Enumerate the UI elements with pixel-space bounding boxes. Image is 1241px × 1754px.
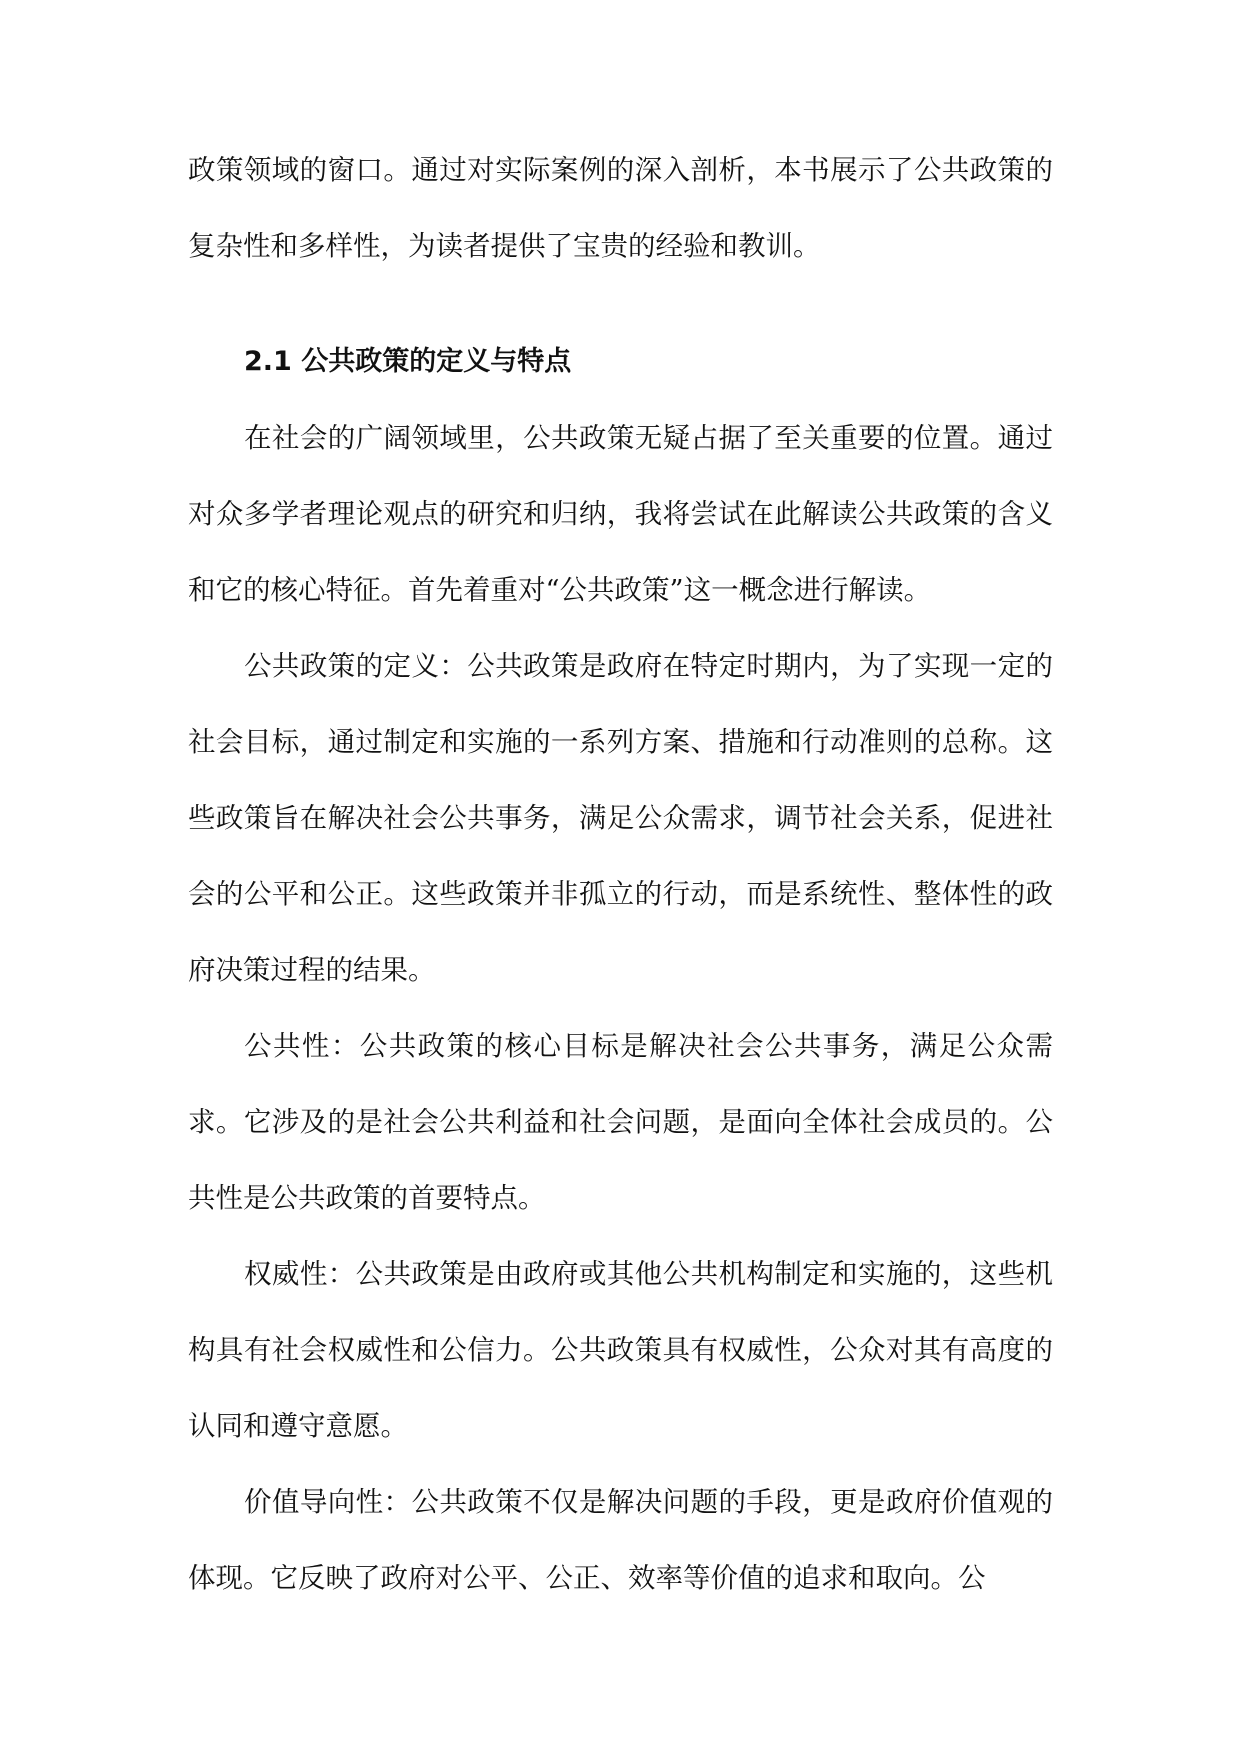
intro-paragraph: 政策领域的窗口。通过对实际案例的深入剖析，本书展示了公共政策的复杂性和多样性，为读者提供了宝贵的经验和教训。: [188, 154, 1053, 262]
paragraph-publicness: 公共性：公共政策的核心目标是解决社会公共事务，满足公众需求。它涉及的是社会公共利益和社会问题，是面向全体社会成员的。公共性是公共政策的首要特点。: [188, 1030, 1053, 1214]
paragraph-value-orientation: 价值导向性：公共政策不仅是解决问题的手段，更是政府价值观的体现。它反映了政府对公平、公正、效率等价值的追求和取向。公: [188, 1486, 1053, 1594]
paragraph-definition: 公共政策的定义：公共政策是政府在特定时期内，为了实现一定的社会目标，通过制定和实施的一系列方案、措施和行动准则的总称。这些政策旨在解决社会公共事务，满足公众需求，调节社会关系，促进社会的公平和公正。这些政策并非孤立的行动，而是系统性、整体性的政府决策过程的结果。: [188, 650, 1053, 986]
section-heading: 2.1 公共政策的定义与特点: [244, 346, 572, 377]
document-body: [188, 132, 1053, 1616]
paragraph-intro-public-policy: 在社会的广阔领域里，公共政策无疑占据了至关重要的位置。通过对众多学者理论观点的研究和归纳，我将尝试在此解读公共政策的含义和它的核心特征。首先着重对“公共政策”这一概念进行解读。: [188, 422, 1053, 606]
paragraph-authority: 权威性：公共政策是由政府或其他公共机构制定和实施的，这些机构具有社会权威性和公信力。公共政策具有权威性，公众对其有高度的认同和遵守意愿。: [188, 1258, 1053, 1442]
